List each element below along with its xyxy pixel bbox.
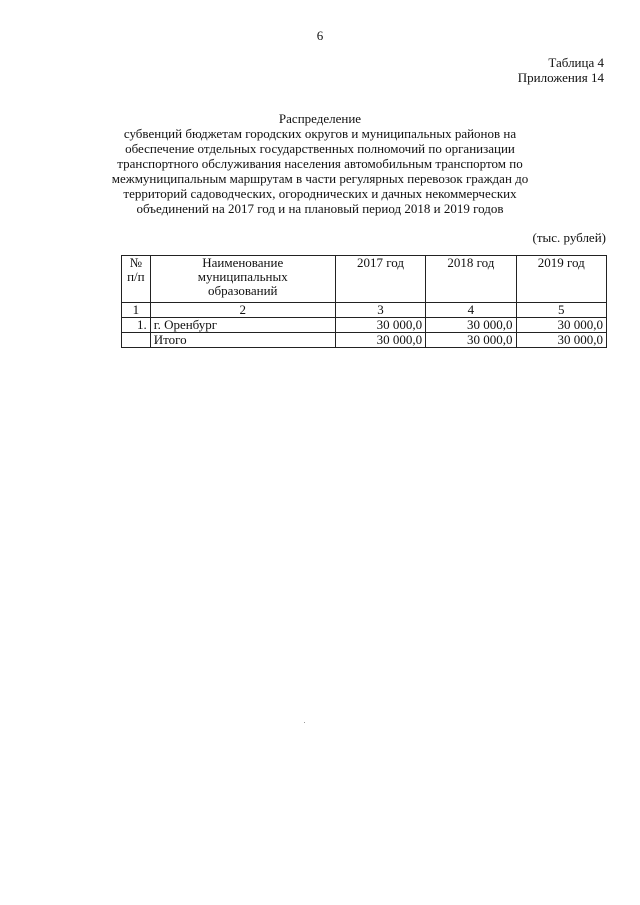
- total-value-2017: 30 000,0: [335, 333, 425, 348]
- document-title: [100, 111, 540, 216]
- total-number-empty: [122, 333, 151, 348]
- title-line: транспортного обслуживания населения автомобильным транспортом по: [117, 156, 523, 171]
- title-line: территорий садоводческих, огороднических и дачных некоммерческих: [123, 186, 517, 201]
- index-cell: 3: [335, 303, 425, 318]
- index-cell: 2: [150, 303, 335, 318]
- table-total-row: [122, 333, 607, 348]
- title-line: объединений на 2017 год и на плановый период 2018 и 2019 годов: [136, 201, 504, 216]
- index-cell: 1: [122, 303, 151, 318]
- row-value-2018: 30 000,0: [426, 318, 516, 333]
- page-number: 6: [316, 28, 324, 43]
- title-line: межмуниципальным маршрутам в части регулярных перевозок граждан до: [111, 171, 529, 186]
- units-label: (тыс. рублей): [532, 230, 606, 245]
- header-name-line1: Наименование: [202, 255, 284, 270]
- total-value-2019: 30 000,0: [516, 333, 606, 348]
- index-cell: 4: [426, 303, 516, 318]
- row-value-2017: 30 000,0: [335, 318, 425, 333]
- header-name: [150, 256, 335, 303]
- total-value-2018: 30 000,0: [426, 333, 516, 348]
- table-row: [122, 318, 607, 333]
- header-number: [122, 256, 151, 303]
- title-line: субвенций бюджетам городских округов и муниципальных районов на: [123, 126, 517, 141]
- title-line: Распределение: [278, 111, 362, 126]
- header-2017: 2017 год: [335, 256, 425, 303]
- table-reference: [518, 55, 604, 85]
- header-name-line3: образований: [207, 283, 278, 298]
- title-line: обеспечение отдельных государственных полномочий по организации: [125, 141, 515, 156]
- table-index-row: [122, 303, 607, 318]
- scan-speck: [304, 722, 305, 723]
- header-name-line2: муниципальных: [197, 269, 288, 284]
- header-2019: 2019 год: [516, 256, 606, 303]
- table-header-row: [122, 256, 607, 303]
- header-2018: 2018 год: [426, 256, 516, 303]
- row-name: г. Оренбург: [150, 318, 335, 333]
- appendix-ref-line: Приложения 14: [517, 70, 604, 85]
- row-value-2019: 30 000,0: [516, 318, 606, 333]
- table-ref-line: Таблица 4: [548, 55, 604, 70]
- header-number-line1: №: [129, 255, 143, 270]
- header-number-line2: п/п: [127, 269, 145, 284]
- total-label: Итого: [150, 333, 335, 348]
- row-number: 1.: [122, 318, 151, 333]
- index-cell: 5: [516, 303, 606, 318]
- distribution-table: [121, 255, 607, 348]
